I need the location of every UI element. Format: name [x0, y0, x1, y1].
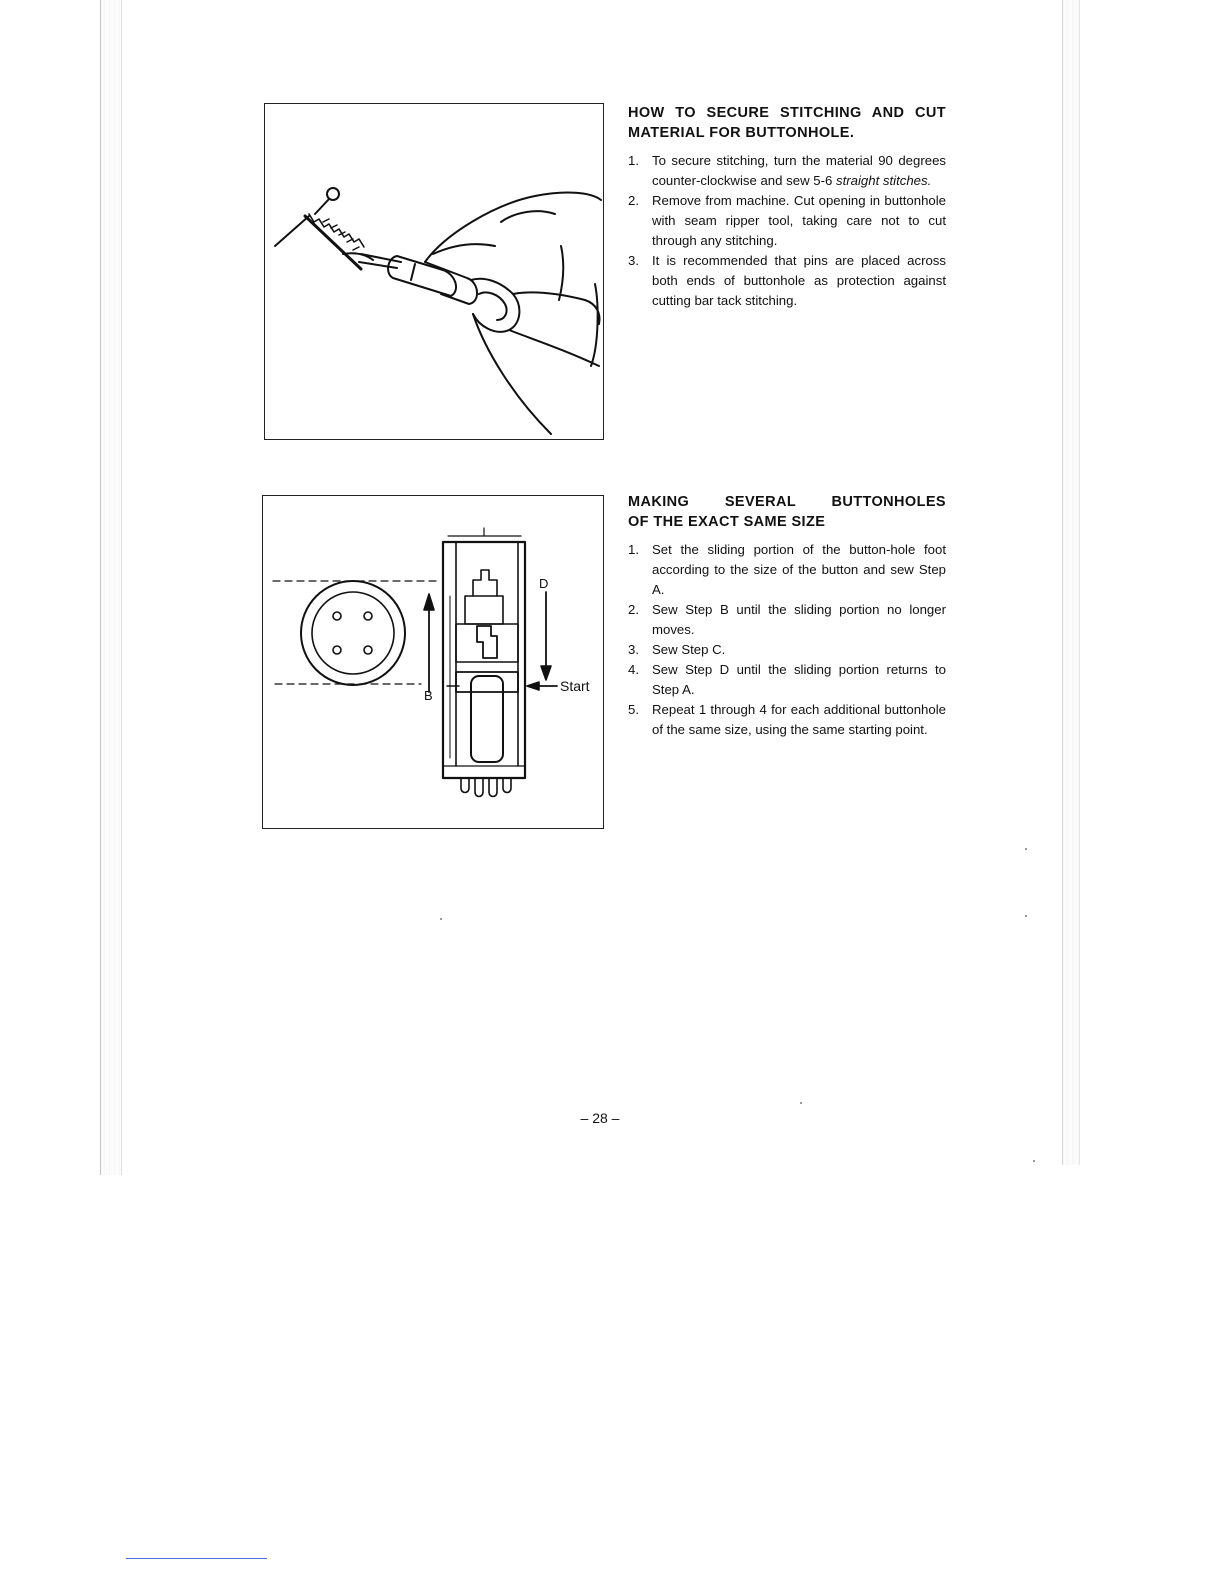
several-steps-list: [628, 540, 946, 740]
button-outer-icon: [301, 581, 405, 685]
list-item: 5. Repeat 1 through 4 for each additional buttonhole of the same size, using the same starting point.: [628, 702, 946, 737]
several-buttonholes-section: [628, 492, 946, 740]
list-item: 2. Remove from machine. Cut opening in buttonhole with seam ripper tool, taking care not to cut through any stitching.: [628, 193, 946, 248]
list-item: 3. It is recommended that pins are placed across both ends of buttonhole as protection against cutting bar tack stitching.: [628, 253, 946, 308]
scan-speck: [800, 1102, 802, 1104]
footnote-rule: [126, 1558, 267, 1559]
secure-steps-list: [628, 151, 946, 311]
button-hole-icon: [333, 612, 341, 620]
label-b: B: [424, 688, 433, 703]
buttonhole-foot-drawing: [263, 496, 603, 828]
buttonhole-foot-illustration: [262, 495, 604, 829]
list-item: 2. Sew Step B until the sliding portion no longer moves.: [628, 602, 946, 637]
list-item: 1. Set the sliding portion of the button-hole foot according to the size of the button and sew Step A.: [628, 542, 946, 597]
scan-speck: [440, 918, 442, 920]
scan-edge-right: [1062, 0, 1080, 1165]
label-start: Start: [560, 678, 590, 694]
several-buttonholes-heading: MAKING SEVERAL BUTTONHOLES OF THE EXACT SAME SIZE: [628, 494, 946, 530]
seam-ripper-illustration: [264, 103, 604, 440]
scan-speck: [1033, 1160, 1035, 1162]
label-d: D: [539, 576, 549, 591]
scan-speck: [1025, 915, 1027, 917]
scan-edge-left: [100, 0, 122, 1175]
button-hole-icon: [364, 646, 372, 654]
seam-ripper-drawing: [265, 104, 603, 439]
button-hole-icon: [364, 612, 372, 620]
page-number: – 28 –: [580, 1110, 620, 1126]
list-item: 1. To secure stitching, turn the material 90 degrees counter-clockwise and sew 5-6 straight stitches.: [628, 153, 946, 188]
list-item: 3. Sew Step C.: [628, 642, 726, 657]
list-item: 4. Sew Step D until the sliding portion returns to Step A.: [628, 662, 946, 697]
secure-stitching-heading: HOW TO SECURE STITCHING AND CUT MATERIAL FOR BUTTONHOLE.: [628, 105, 946, 141]
button-hole-icon: [333, 646, 341, 654]
scan-speck: [1025, 848, 1027, 850]
secure-stitching-section: [628, 103, 946, 311]
